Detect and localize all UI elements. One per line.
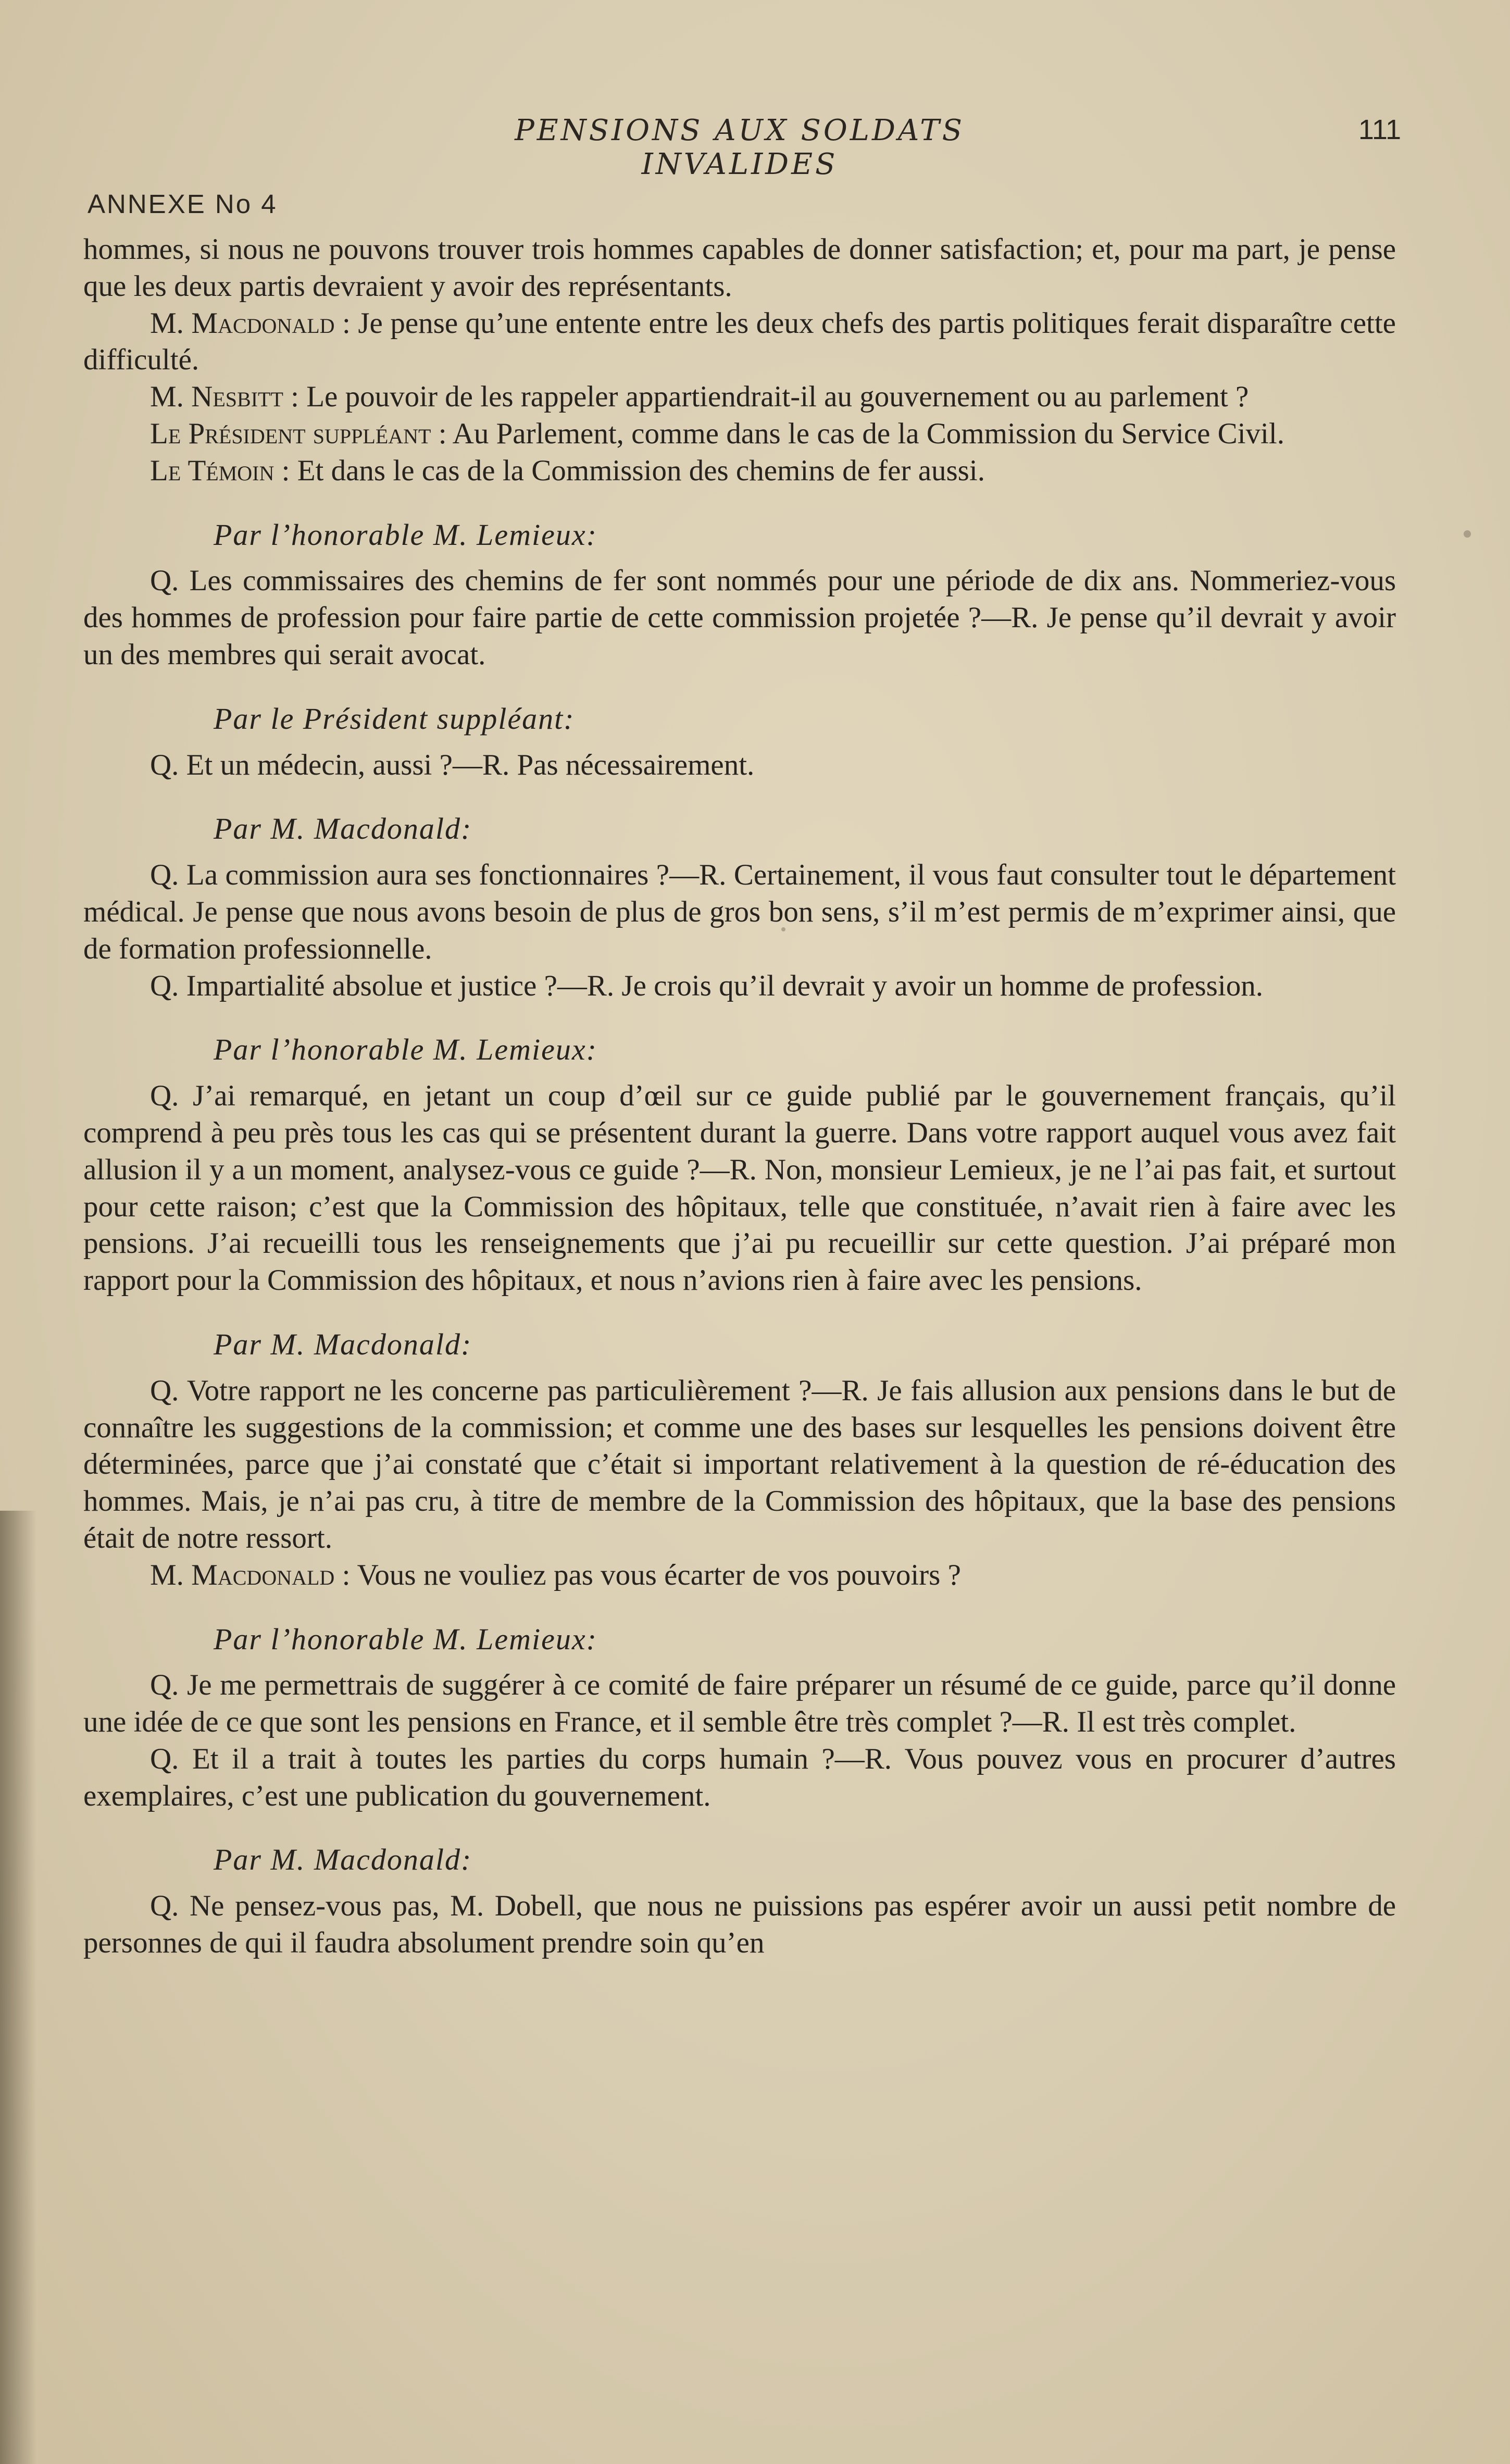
annex-label: ANNEXE No 4 xyxy=(88,189,278,219)
transcript-paragraph: Q. Votre rapport ne les concerne pas particulièrement ?—R. Je fais allusion aux pensions dans le but de connaître les suggestions de la commission; et comme une des bases sur lesquelles les pensions doivent être déterminées, parce que j’ai constaté que c’était si important relativement à la question de ré-éducation des hommes. Mais, je n’ai pas cru, à titre de membre de la Commission des hôpitaux, que la base des pensions était de notre ressort. xyxy=(83,1374,1396,1554)
speaker-paragraph xyxy=(83,1557,1396,1594)
transcript-paragraph: Q. Ne pensez-vous pas, M. Dobell, que nous ne puissions pas espérer avoir un aussi petit nombre de personnes de qui il faudra absolument prendre soin qu’en xyxy=(83,1889,1396,1960)
transcript-paragraph: Q. La commission aura ses fonctionnaires ?—R. Certainement, il vous faut consulter tout le département médical. Je pense que nous avons besoin de plus de gros bon sens, s’il m’est permis de m’exprimer ainsi, que de formation professionnelle. xyxy=(83,858,1396,965)
speaker-name: Le Témoin xyxy=(150,454,274,487)
questioner-heading: Par le Président suppléant: xyxy=(214,701,575,736)
speaker-name: M. Nesbitt xyxy=(150,380,283,414)
paper-speck xyxy=(1464,530,1471,538)
binding-shadow xyxy=(0,1511,36,2464)
speaker-paragraph xyxy=(83,416,1396,453)
page-number: 111 xyxy=(1358,114,1401,145)
speaker-name: M. Macdonald xyxy=(150,306,335,340)
speaker-text: : Le pouvoir de les rappeler appartiendrait-il au gouvernement ou au parlement ? xyxy=(283,380,1249,414)
questioner-heading: Par l’honorable M. Lemieux: xyxy=(214,1032,597,1067)
transcript-paragraph: Q. Et un médecin, aussi ?—R. Pas nécessairement. xyxy=(150,748,755,781)
running-title: PENSIONS AUX SOLDATS INVALIDES xyxy=(515,114,965,181)
speaker-text: : Vous ne vouliez pas vous écarter de vos pouvoirs ? xyxy=(334,1558,961,1591)
transcript-paragraph: Q. Les commissaires des chemins de fer sont nommés pour une période de dix ans. Nommeriez-vous des hommes de profession pour faire partie de cette commission projetée ?—R. Je pense qu’il devrait y avoir un des membres qui serait avocat. xyxy=(83,564,1396,671)
transcript-paragraph: Q. Et il a trait à toutes les parties du corps humain ?—R. Vous pouvez vous en procurer d’autres exemplaires, c’est une publication du gouvernement. xyxy=(83,1742,1396,1812)
questioner-heading: Par M. Macdonald: xyxy=(214,1843,472,1877)
transcript-paragraph: hommes, si nous ne pouvons trouver trois hommes capables de donner satisfaction; et, pour ma part, je pense que les deux partis devraient y avoir des représentants. xyxy=(83,233,1396,303)
transcript-paragraph: Q. Impartialité absolue et justice ?—R. Je crois qu’il devrait y avoir un homme de profession. xyxy=(150,969,1263,1002)
speaker-paragraph xyxy=(83,379,1396,416)
speaker-text: : Au Parlement, comme dans le cas de la Commission du Service Civil. xyxy=(431,417,1284,450)
speaker-text: : Et dans le cas de la Commission des chemins de fer aussi. xyxy=(274,454,985,487)
questioner-heading: Par l’honorable M. Lemieux: xyxy=(214,1622,597,1656)
speaker-paragraph xyxy=(83,453,1396,490)
speaker-text: : Je pense qu’une entente entre les deux chefs des partis politiques ferait disparaître cette difficulté. xyxy=(83,306,1396,377)
transcript-paragraph: Q. Je me permettrais de suggérer à ce comité de faire préparer un résumé de ce guide, parce qu’il donne une idée de ce que sont les pensions en France, et il semble être très complet ?—R. Il est très complet. xyxy=(83,1669,1396,1739)
speaker-name: M. Macdonald xyxy=(150,1558,335,1591)
transcript-body xyxy=(83,231,1396,1962)
transcript-paragraph: Q. J’ai remarqué, en jetant un coup d’œil sur ce guide publié par le gouvernement français, qu’il comprend à peu près tous les cas qui se présentent durant la guerre. Dans votre rapport auquel vous avez fait allusion il y a un moment, analysez-vous ce guide ?—R. Non, monsieur Lemieux, je ne l’ai pas fait, et surtout pour cette raison; c’est que la Commission des hôpitaux, telle que constituée, n’avait rien à faire avec les pensions. J’ai recueilli tous les renseignements que j’ai pu recueillir sur cette question. J’ai préparé mon rapport pour la Commission des hôpitaux, et nous n’avions rien à faire avec les pensions. xyxy=(83,1079,1396,1297)
questioner-heading: Par l’honorable M. Lemieux: xyxy=(214,517,597,552)
speaker-paragraph xyxy=(83,305,1396,379)
questioner-heading: Par M. Macdonald: xyxy=(214,1327,472,1361)
speaker-name: Le Président suppléant xyxy=(150,417,431,450)
questioner-heading: Par M. Macdonald: xyxy=(214,812,472,846)
